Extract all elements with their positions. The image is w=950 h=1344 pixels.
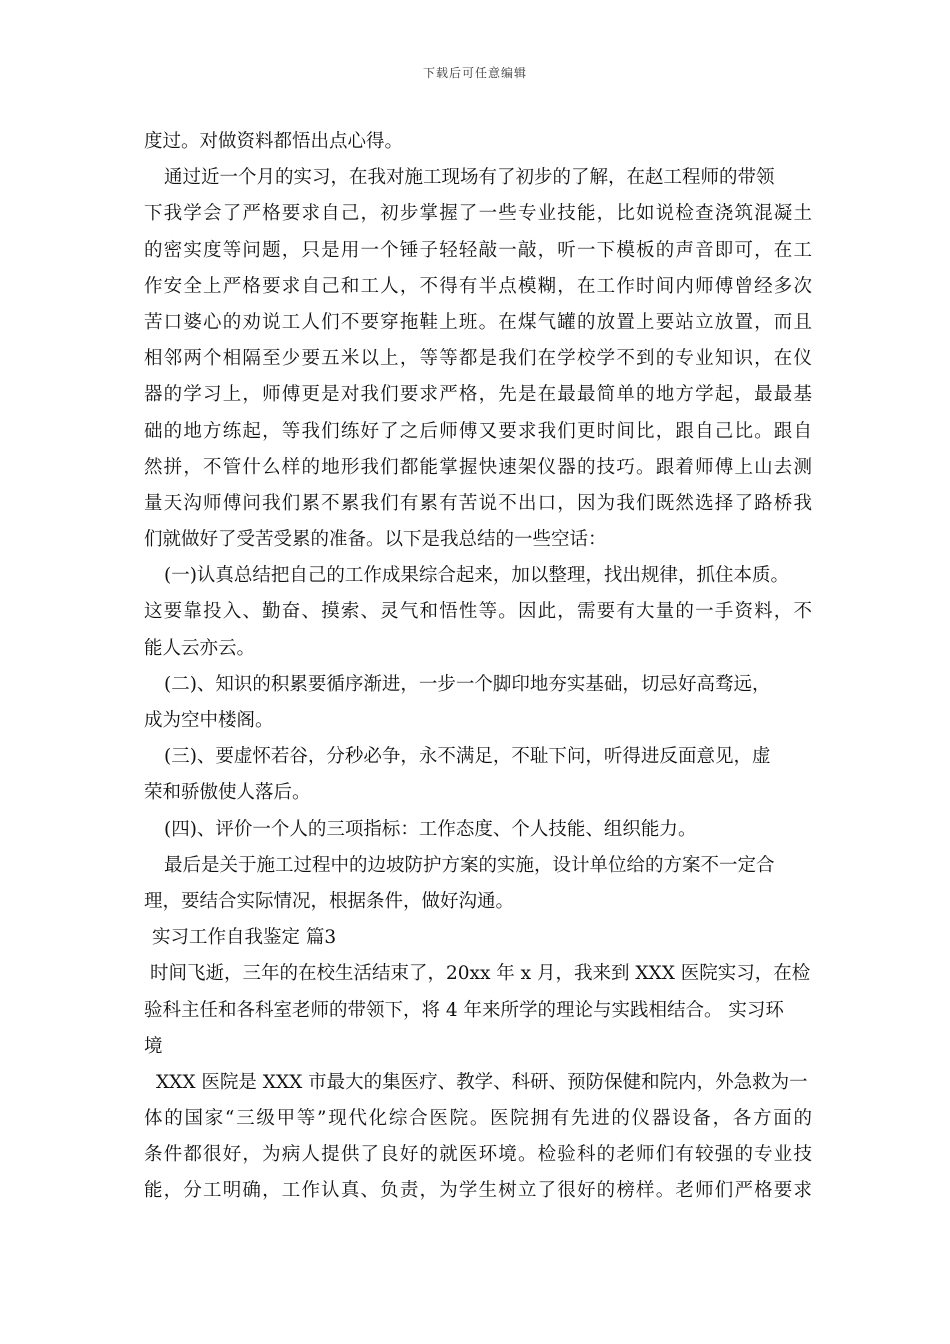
page-header-note: 下载后可任意编辑 bbox=[422, 66, 527, 80]
section-heading: 实习工作自我鉴定 篇3 bbox=[152, 927, 337, 949]
list-item-3-line: (三)、要虚怀若谷，分秒必争，永不满足，不耻下问，听得进反面意见，虚 bbox=[164, 746, 771, 768]
text-line: 能人云亦云。 bbox=[144, 637, 256, 659]
text-line: 境 bbox=[144, 1035, 163, 1057]
text-line: 条件都很好，为病人提供了良好的就医环境。检验科的老师们有较强的专业技 bbox=[144, 1144, 812, 1166]
text-line: 们就做好了受苦受累的准备。以下是我总结的一些空话： bbox=[144, 529, 607, 551]
text-line: 器的学习上，师傅更是对我们要求严格，先是在最最简单的地方学起，最最基 bbox=[144, 384, 812, 406]
text-line: 然拼，不管什么样的地形我们都能掌握快速架仪器的技巧。跟着师傅上山去测 bbox=[144, 456, 812, 478]
paragraph-start-line: 时间飞逝，三年的在校生活结束了，20xx 年 x 月，我来到 XXX 医院实习，在检 bbox=[150, 963, 811, 985]
paragraph-start-line: XXX 医院是 XXX 市最大的集医疗、教学、科研、预防保健和院内，外急救为一 bbox=[156, 1071, 808, 1093]
text-line: 荣和骄傲使人落后。 bbox=[144, 782, 311, 804]
text-line: 能，分工明确，工作认真、负责，为学生树立了很好的榜样。老师们严格要求 bbox=[144, 1180, 812, 1202]
text-line: 的密实度等问题，只是用一个锤子轻轻敲一敲，听一下模板的声音即可，在工 bbox=[144, 239, 812, 261]
text-line: 础的地方练起，等我们练好了之后师傅又要求我们更时间比，跟自己比。跟自 bbox=[144, 420, 812, 442]
document-body bbox=[144, 124, 812, 1210]
text-line: 苦口婆心的劝说工人们不要穿拖鞋上班。在煤气罐的放置上要站立放置，而且 bbox=[144, 311, 812, 333]
paragraph-start-line: 通过近一个月的实习，在我对施工现场有了初步的了解，在赵工程师的带领 bbox=[164, 167, 775, 189]
text-line: 度过。对做资料都悟出点心得。 bbox=[144, 131, 404, 152]
text-line: 这要靠投入、勤奋、摸索、灵气和悟性等。因此，需要有大量的一手资料，不 bbox=[144, 601, 812, 623]
text-line: 相邻两个相隔至少要五米以上，等等都是我们在学校学不到的专业知识，在仪 bbox=[144, 348, 812, 370]
paragraph-start-line: 最后是关于施工过程中的边坡防护方案的实施，设计单位给的方案不一定合 bbox=[164, 854, 775, 876]
text-line: 成为空中楼阁。 bbox=[144, 710, 274, 731]
text-line: 量天沟师傅问我们累不累我们有累有苦说不出口，因为我们既然选择了路桥我 bbox=[144, 492, 812, 514]
text-line: 作安全上严格要求自己和工人，不得有半点模糊，在工作时间内师傅曾经多次 bbox=[144, 275, 812, 297]
list-item-2-line: (二)、知识的积累要循序渐进，一步一个脚印地夯实基础，切忌好高骛远， bbox=[164, 673, 771, 695]
text-line: 下我学会了严格要求自己，初步掌握了一些专业技能，比如说检查浇筑混凝土 bbox=[144, 203, 812, 225]
text-line: 验科主任和各科室老师的带领下，将 4 年来所学的理论与实践相结合。 实习环 bbox=[144, 999, 784, 1021]
text-line: 理，要结合实际情况，根据条件，做好沟通。 bbox=[144, 890, 515, 912]
text-line: 体的国家“三级甲等”现代化综合医院。医院拥有先进的仪器设备，各方面的 bbox=[144, 1108, 812, 1130]
list-item-4-line: (四)、评价一个人的三项指标：工作态度、个人技能、组织能力。 bbox=[164, 818, 697, 840]
list-item-1-line: (一)认真总结把自己的工作成果综合起来，加以整理，找出规律，抓住本质。 bbox=[164, 565, 789, 587]
